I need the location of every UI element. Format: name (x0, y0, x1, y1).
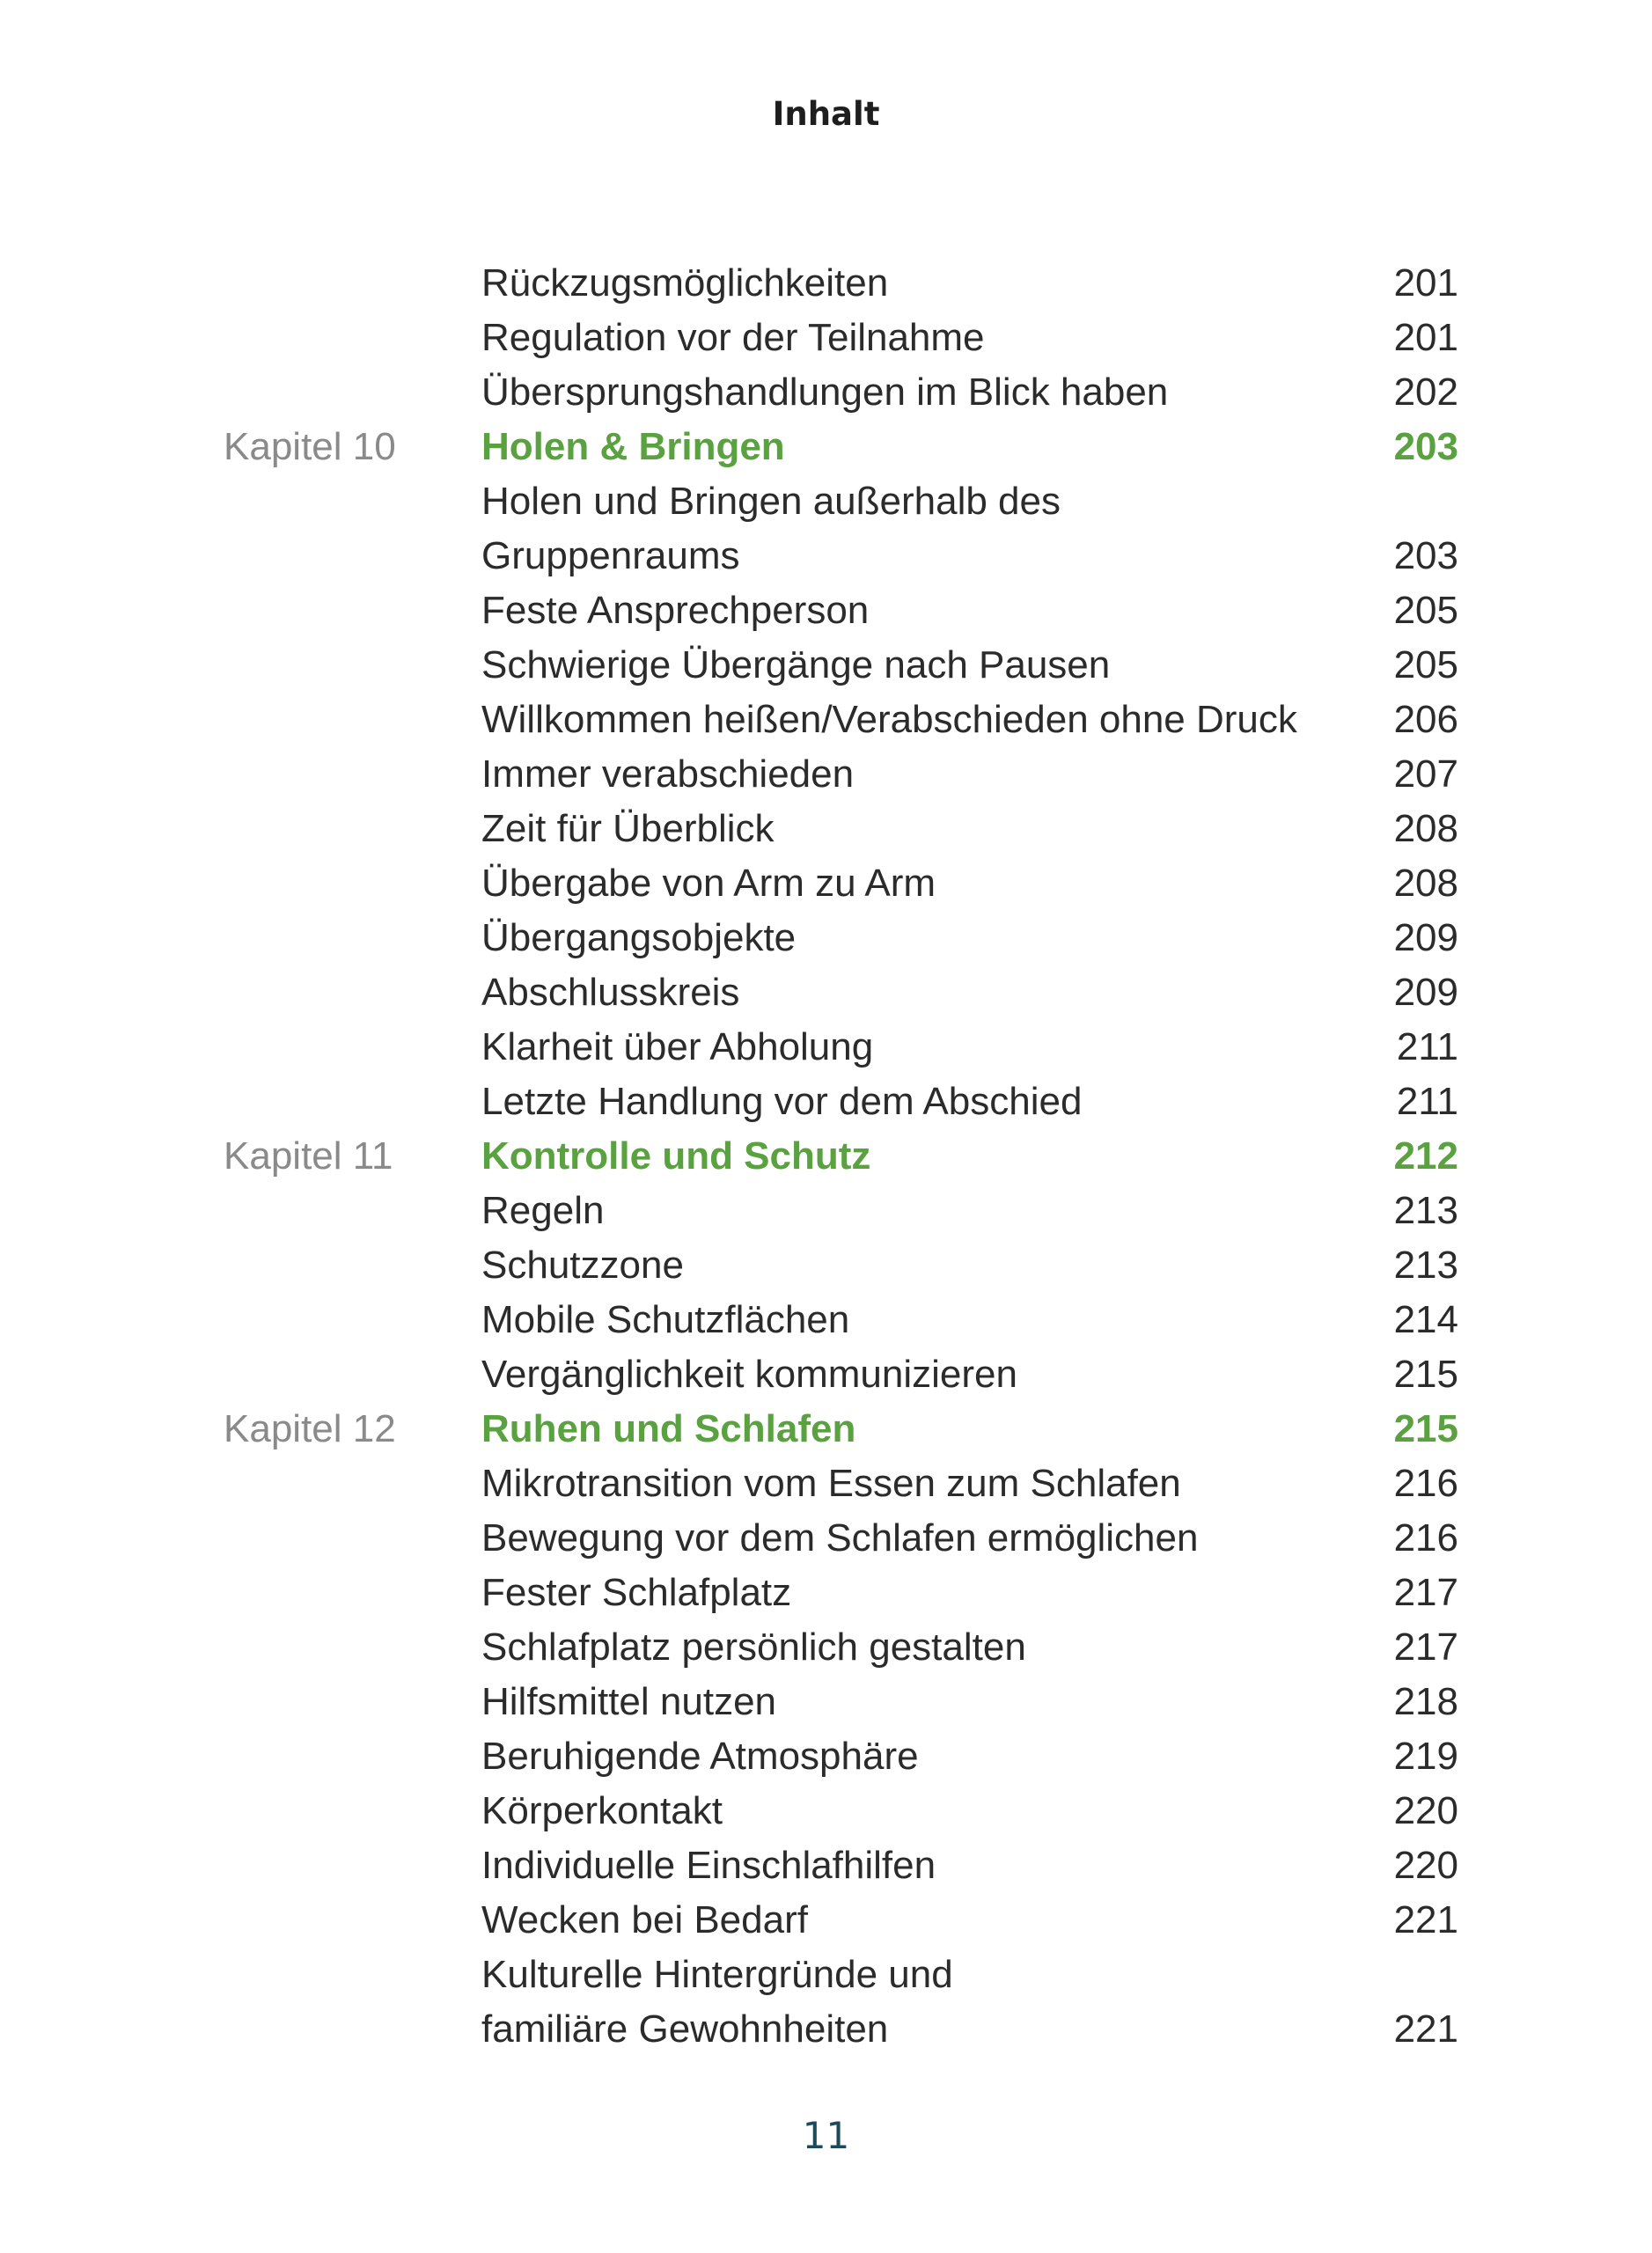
section-title: Beruhigende Atmosphäre (481, 1735, 919, 1778)
toc-chapter-row (0, 1402, 1652, 1457)
section-title: Feste Ansprechperson (481, 589, 870, 632)
section-title: Übersprungshandlungen im Blick haben (481, 371, 1169, 414)
toc-entry-row (0, 1347, 1652, 1402)
toc-entry-row (0, 2002, 1652, 2057)
section-title: Vergänglichkeit kommunizieren (481, 1353, 1017, 1396)
toc-entry-row (0, 1511, 1652, 1566)
toc-entry-row (0, 856, 1652, 911)
chapter-number-label: Kapitel 10 (224, 425, 396, 468)
section-title: Kulturelle Hintergründe und (481, 1953, 953, 1996)
page-reference: 221 (1393, 2007, 1458, 2051)
section-title: Schwierige Übergänge nach Pausen (481, 643, 1111, 686)
toc-entry-row (0, 1238, 1652, 1293)
section-title: Letzte Handlung vor dem Abschied (481, 1080, 1083, 1123)
toc-entry-row (0, 1566, 1652, 1620)
page-reference: 213 (1393, 1189, 1458, 1232)
toc-entry-row (0, 911, 1652, 965)
page-reference: 219 (1393, 1735, 1458, 1778)
toc-entry-row (0, 1075, 1652, 1129)
page-reference: 206 (1393, 698, 1458, 741)
toc-entry-row (0, 1620, 1652, 1675)
section-title: Mobile Schutzflächen (481, 1298, 850, 1341)
page-reference: 215 (1393, 1353, 1458, 1396)
toc-chapter-row (0, 1129, 1652, 1184)
toc-entry-row (0, 529, 1652, 583)
toc-entry-row (0, 1457, 1652, 1511)
page-reference: 214 (1393, 1298, 1458, 1341)
toc-entry-row (0, 802, 1652, 856)
page-reference: 220 (1393, 1789, 1458, 1832)
section-title: Regulation vor der Teilnahme (481, 316, 985, 359)
section-title: Holen und Bringen außerhalb des (481, 480, 1061, 523)
toc-entry-row (0, 1675, 1652, 1729)
toc-entry-row (0, 1838, 1652, 1893)
page-reference: 212 (1393, 1134, 1458, 1178)
toc-entry-row (0, 1784, 1652, 1838)
page-reference: 202 (1393, 371, 1458, 414)
page-reference: 209 (1393, 916, 1458, 959)
chapter-title: Kontrolle und Schutz (481, 1134, 871, 1178)
toc-entry-row (0, 693, 1652, 747)
toc-entry-row (0, 474, 1652, 529)
toc-entry-row (0, 1729, 1652, 1784)
table-of-contents (0, 256, 1652, 2057)
page-reference: 216 (1393, 1462, 1458, 1505)
section-title: Willkommen heißen/Verabschieden ohne Druck (481, 698, 1297, 741)
running-head: Inhalt (772, 95, 880, 133)
page-reference: 208 (1393, 862, 1458, 905)
section-title: Schlafplatz persönlich gestalten (481, 1626, 1026, 1669)
page-reference: 205 (1393, 643, 1458, 686)
toc-entry-row (0, 965, 1652, 1020)
page-reference: 211 (1396, 1080, 1458, 1123)
toc-chapter-row (0, 420, 1652, 474)
page-reference: 201 (1393, 261, 1458, 305)
page-reference: 217 (1393, 1626, 1458, 1669)
section-title: Wecken bei Bedarf (481, 1898, 808, 1941)
section-title: Rückzugsmöglichkeiten (481, 261, 889, 305)
page-reference: 208 (1393, 807, 1458, 850)
section-title: Zeit für Überblick (481, 807, 775, 850)
section-title: Klarheit über Abholung (481, 1025, 874, 1068)
page-reference: 221 (1393, 1898, 1458, 1941)
page-reference: 215 (1393, 1407, 1458, 1450)
section-title: Regeln (481, 1189, 605, 1232)
page-reference: 220 (1393, 1844, 1458, 1887)
toc-entry-row (0, 1948, 1652, 2002)
page-reference: 203 (1393, 534, 1458, 577)
section-title: Hilfsmittel nutzen (481, 1680, 777, 1723)
toc-entry-row (0, 1893, 1652, 1948)
page-reference: 207 (1393, 752, 1458, 796)
page-number: 11 (802, 2114, 850, 2157)
page-reference: 217 (1393, 1571, 1458, 1614)
page-reference: 201 (1393, 316, 1458, 359)
page-reference: 203 (1393, 425, 1458, 468)
section-title: Gruppenraums (481, 534, 740, 577)
page-reference: 218 (1393, 1680, 1458, 1723)
page-reference: 205 (1393, 589, 1458, 632)
section-title: Immer verabschieden (481, 752, 855, 796)
chapter-title: Ruhen und Schlafen (481, 1407, 856, 1450)
section-title: Übergabe von Arm zu Arm (481, 862, 936, 905)
section-title: Abschlusskreis (481, 971, 740, 1014)
section-title: Fester Schlafplatz (481, 1571, 792, 1614)
chapter-number-label: Kapitel 12 (224, 1407, 396, 1450)
toc-entry-row (0, 1293, 1652, 1347)
toc-entry-row (0, 638, 1652, 693)
toc-entry-row (0, 311, 1652, 365)
page-reference: 209 (1393, 971, 1458, 1014)
page-reference: 213 (1393, 1244, 1458, 1287)
section-title: Bewegung vor dem Schlafen ermöglichen (481, 1516, 1199, 1559)
section-title: Individuelle Einschlafhilfen (481, 1844, 936, 1887)
toc-entry-row (0, 1020, 1652, 1075)
toc-entry-row (0, 256, 1652, 311)
page-reference: 216 (1393, 1516, 1458, 1559)
chapter-number-label: Kapitel 11 (224, 1134, 393, 1178)
section-title: Mikrotransition vom Essen zum Schlafen (481, 1462, 1181, 1505)
section-title: Körperkontakt (481, 1789, 723, 1832)
toc-entry-row (0, 747, 1652, 802)
page-reference: 211 (1396, 1025, 1458, 1068)
section-title: Schutzzone (481, 1244, 684, 1287)
section-title: Übergangsobjekte (481, 916, 797, 959)
toc-entry-row (0, 365, 1652, 420)
toc-entry-row (0, 583, 1652, 638)
chapter-title: Holen & Bringen (481, 425, 785, 468)
section-title: familiäre Gewohnheiten (481, 2007, 889, 2051)
toc-entry-row (0, 1184, 1652, 1238)
